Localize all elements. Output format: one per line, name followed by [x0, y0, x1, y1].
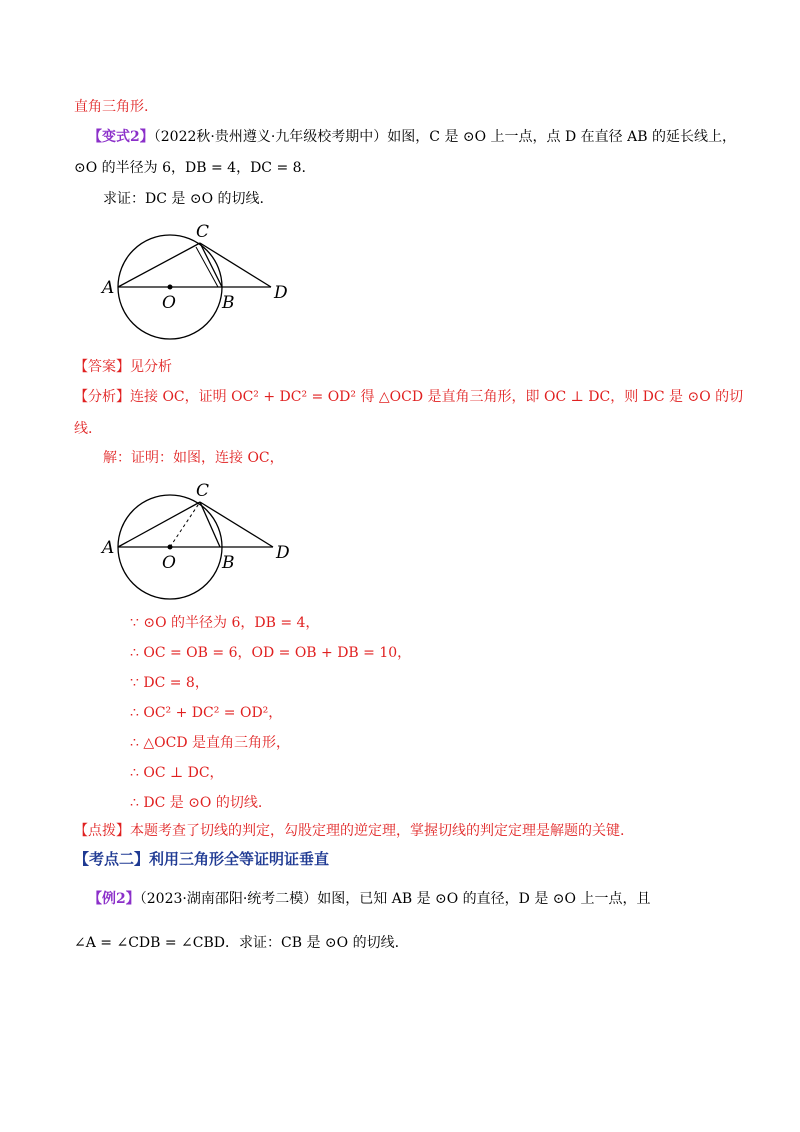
analysis-text: 连接 OC，证明 OC² + DC² = OD² 得 △OCD 是直角三角形，即 OC ⊥ DC，则 DC 是 ⊙O 的切 — [130, 389, 744, 405]
example-2-text: （2023·湖南邵阳·统考二模）如图，已知 AB 是 ⊙O 的直径，D 是 ⊙O 上一点，且 — [139, 891, 651, 907]
step-6: ∴ OC ⊥ DC， — [130, 765, 224, 781]
analysis-line — [74, 386, 743, 408]
label-o-2: O — [162, 553, 176, 573]
label-c-2: C — [196, 481, 210, 501]
step-5: ∴ △OCD 是直角三角形， — [130, 735, 290, 751]
answer-line — [74, 356, 172, 378]
center-point — [168, 285, 173, 290]
line-ac-2 — [118, 502, 200, 547]
center-point-2 — [168, 545, 173, 550]
variant-2-text: （2022秋·贵州遵义·九年级校考期中）如图，C 是 ⊙O 上一点，点 D 在直径 AB 的延长线上， — [153, 129, 736, 145]
step-3: ∵ DC = 8， — [130, 675, 209, 691]
variant-2-tag: 【变式2】 — [88, 129, 154, 145]
label-b-2: B — [222, 553, 235, 573]
analysis-tag: 【分析】 — [74, 389, 130, 405]
geometry-figure-2 — [90, 480, 320, 610]
line-oc-dashed — [170, 502, 200, 547]
label-a: A — [102, 278, 115, 298]
label-d: D — [274, 283, 288, 303]
geometry-figure-1 — [90, 220, 320, 350]
label-b: B — [222, 293, 235, 313]
comment-line — [74, 820, 624, 842]
variant-2-prove: 求证：DC 是 ⊙O 的切线. — [103, 191, 264, 207]
comment-text: 本题考查了切线的判定，勾股定理的逆定理，掌握切线的判定定理是解题的关键. — [130, 823, 625, 839]
step-1: ∵ ⊙O 的半径为 6，DB = 4， — [130, 615, 320, 631]
step-2: ∴ OC = OB = 6，OD = OB + DB = 10， — [130, 645, 412, 661]
solution-intro: 解：证明：如图，连接 OC， — [103, 450, 284, 466]
line-cb-inner — [196, 247, 218, 287]
key-point-title: 【考点二】利用三角形全等证明证垂直 — [74, 850, 330, 868]
line-ac — [118, 243, 200, 287]
label-a-2: A — [102, 538, 115, 558]
answer-text: 见分析 — [130, 359, 172, 375]
label-o: O — [162, 293, 176, 313]
label-c: C — [196, 222, 210, 242]
variant-2-statement — [88, 126, 736, 148]
example-2-statement — [88, 888, 650, 910]
step-4: ∴ OC² + DC² = OD²， — [130, 705, 283, 721]
example-2-tag: 【例2】 — [88, 891, 140, 907]
label-d-2: D — [276, 543, 290, 563]
line-cd-2 — [200, 502, 273, 547]
analysis-line-2: 线. — [74, 421, 93, 437]
example-2-given: ∠A = ∠CDB = ∠CBD．求证：CB 是 ⊙O 的切线. — [74, 935, 400, 951]
comment-tag: 【点拨】 — [74, 823, 130, 839]
variant-2-given: ⊙O 的半径为 6，DB = 4，DC = 8. — [74, 160, 306, 176]
answer-tag: 【答案】 — [74, 359, 130, 375]
step-7: ∴ DC 是 ⊙O 的切线. — [130, 795, 263, 811]
continued-text: 直角三角形. — [74, 99, 149, 115]
